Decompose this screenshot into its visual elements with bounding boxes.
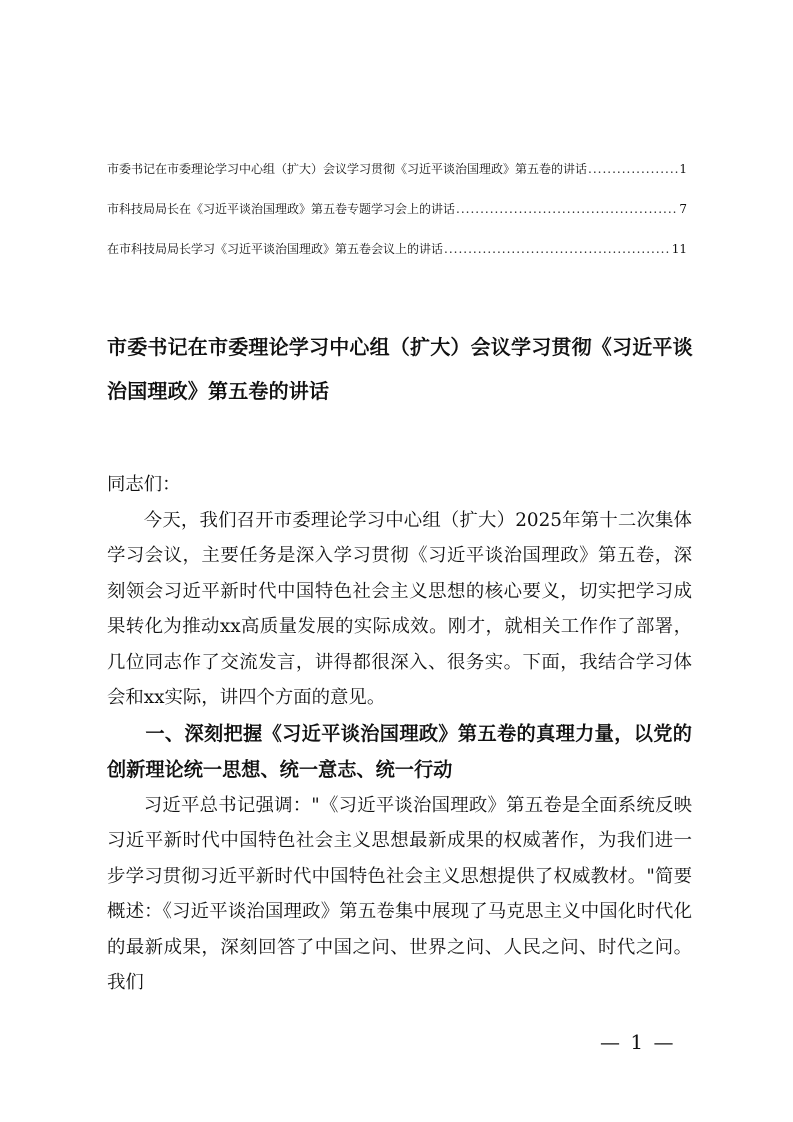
toc-entry-page: 1 xyxy=(679,162,687,176)
toc-entry-title: 在市科技局局长学习《习近平谈治国理政》第五卷会议上的讲话 xyxy=(107,242,444,256)
toc-entry-title: 市委书记在市委理论学习中心组（扩大）会议学习贯彻《习近平谈治国理政》第五卷的讲话 xyxy=(107,162,588,176)
section-heading: 一、深刻把握《习近平谈治国理政》第五卷的真理力量，以党的创新理论统一思想、统一意志、统一行动 xyxy=(107,721,692,781)
intro-paragraph: 今天，我们召开市委理论学习中心组（扩大）2025年第十二次集体学习会议，主要任务是深入学习贯彻《习近平谈治国理政》第五卷，深刻领会习近平新时代中国特色社会主义思想的核心要义，切实把学习成果转化为推动xx高质量发展的实际成效。刚才，就相关工作作了部署，几位同志作了交流发言，讲得都很深入、很务实。下面，我结合学习体会和xx实际，讲四个方面的意见。 xyxy=(107,509,692,708)
article-title: 市委书记在市委理论学习中心组（扩大）会议学习贯彻《习近平谈治国理政》第五卷的讲话 xyxy=(107,335,693,403)
section-paragraph: 习近平总书记强调："《习近平谈治国理政》第五卷是全面系统反映习近平新时代中国特色社会主义思想最新成果的权威著作，为我们进一步学习贯彻习近平新时代中国特色社会主义思想提供了权威教材。"简要概述：《习近平谈治国理政》第五卷集中展现了马克思主义中国化时代化的最新成果，深刻回答了中国之问、世界之问、人民之问、时代之问。我们 xyxy=(107,794,692,993)
toc-entry-page: 7 xyxy=(679,202,687,216)
toc-entry-page: 11 xyxy=(671,242,687,256)
toc-leader-dots xyxy=(444,238,671,260)
toc-leader-dots xyxy=(588,158,678,180)
toc-entry[interactable] xyxy=(107,198,687,220)
toc-entry[interactable] xyxy=(107,158,687,180)
page-number: — 1 — xyxy=(600,1030,676,1054)
toc-leader-dots xyxy=(456,198,678,220)
toc-entry-title: 市科技局局长在《习近平谈治国理政》第五卷专题学习会上的讲话 xyxy=(107,202,456,216)
article-body xyxy=(107,467,692,1001)
toc-entry[interactable] xyxy=(107,238,687,260)
table-of-contents xyxy=(107,158,687,278)
salutation: 同志们： xyxy=(107,474,181,495)
